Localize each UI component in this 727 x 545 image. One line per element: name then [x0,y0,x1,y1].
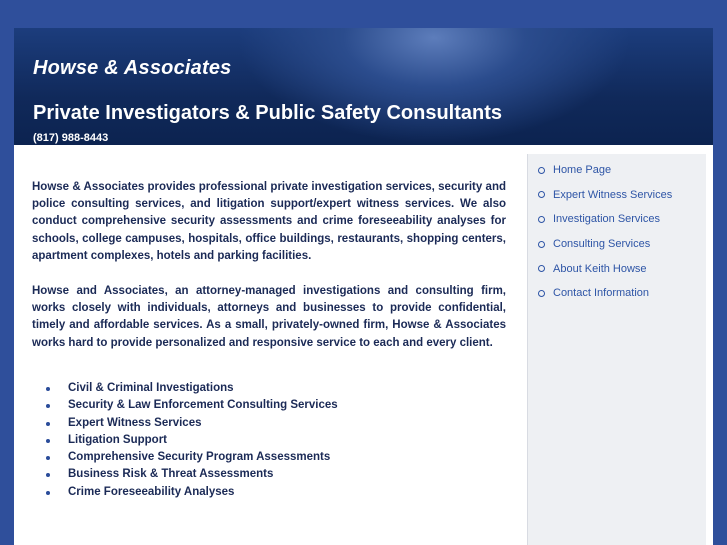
service-label: Business Risk & Threat Assessments [68,468,274,481]
circle-bullet-icon [538,167,545,174]
services-list [32,380,338,501]
list-item [32,484,338,501]
bullet-icon [46,387,50,391]
sidebar-nav [527,154,706,545]
bullet-icon [46,456,50,460]
phone-number: (817) 988-8443 [33,132,109,144]
bullet-icon [46,404,50,408]
circle-bullet-icon [538,290,545,297]
bullet-icon [46,439,50,443]
circle-bullet-icon [538,216,545,223]
sidebar-item-contact[interactable] [538,281,672,306]
list-item [32,432,338,449]
sidebar-item-label: Home Page [553,164,612,177]
list-item [32,466,338,483]
service-label: Comprehensive Security Program Assessments [68,451,331,464]
site-header [14,28,713,145]
list-item [32,449,338,466]
service-label: Civil & Criminal Investigations [68,382,234,394]
service-label: Crime Foreseeability Analyses [68,485,235,498]
sidebar-item-label: Expert Witness Services [553,188,673,201]
bullet-icon [46,473,50,477]
sidebar-item-home[interactable] [538,158,672,183]
intro-paragraph: Howse & Associates provides professional private investigation services, security and police consulting services, and litigation support/expert witness services. We also conduct comprehensive security assessments and crime foreseeability analyses for schools, college campuses, hospitals, office buildings, restaurants, shopping centers, apartment complexes, hotels and parking facilities. [32,181,506,262]
list-item [32,397,338,414]
service-label: Litigation Support [68,433,168,446]
sidebar-item-label: Investigation Services [553,213,660,226]
sidebar-item-label: Contact Information [553,287,649,300]
circle-bullet-icon [538,265,545,272]
nav-list [538,158,672,306]
circle-bullet-icon [538,241,545,248]
list-item [32,415,338,432]
page-frame [14,28,713,545]
sidebar-item-label: Consulting Services [553,238,651,251]
service-label: Expert Witness Services [68,416,202,429]
circle-bullet-icon [538,191,545,198]
sidebar-item-label: About Keith Howse [553,262,647,275]
sidebar-item-investigation[interactable] [538,207,672,232]
sidebar-item-consulting[interactable] [538,232,672,257]
bullet-icon [46,491,50,495]
site-tagline: Private Investigators & Public Safety Consultants [33,102,503,124]
bullet-icon [46,422,50,426]
list-item [32,380,338,397]
sidebar-item-expert-witness[interactable] [538,183,672,208]
site-name[interactable]: Howse & Associates [33,57,232,79]
main-content [20,154,527,545]
service-label: Security & Law Enforcement Consulting Services [68,399,338,412]
sidebar-item-about[interactable] [538,256,672,281]
about-paragraph: Howse and Associates, an attorney-managed investigations and consulting firm, works closely with individuals, attorneys and businesses to provide confidential, timely and affordable services. As a small, privately-owned firm, Howse & Associates works hard to provide personalized and responsive service to each and every client. [32,285,506,349]
